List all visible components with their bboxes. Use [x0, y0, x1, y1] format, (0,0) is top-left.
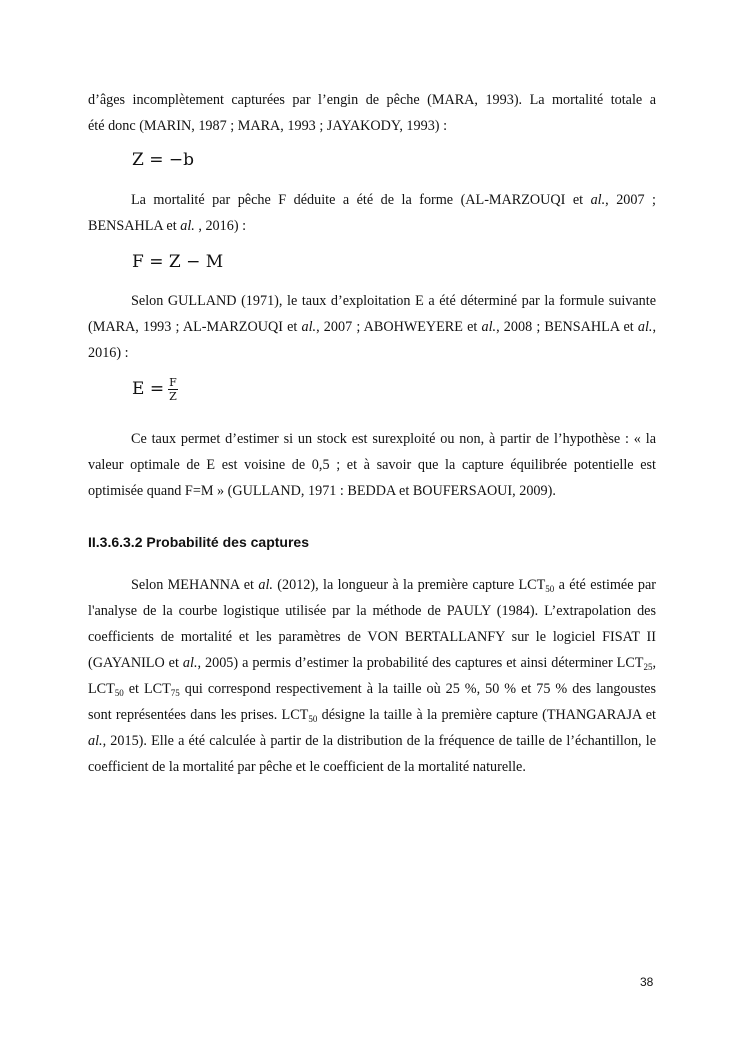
italic-run: al. — [258, 577, 273, 593]
text-run: , 2008 ; BENSAHLA et — [496, 319, 638, 335]
italic-run: al. — [88, 733, 103, 749]
paragraph-fishing-mortality — [88, 187, 656, 239]
equation-fishing-mortality: F = Z − M — [132, 252, 224, 272]
equation-exploitation-rate — [132, 376, 178, 403]
italic-run: al. — [637, 319, 653, 335]
text-run: , 2007 ; BENSAHLA et — [88, 192, 656, 234]
equation-total-mortality: Z = −b — [132, 150, 194, 170]
subscript: 75 — [170, 688, 180, 698]
subscript: 50 — [545, 584, 555, 594]
section-heading: II.3.6.3.2 Probabilité des captures — [88, 534, 309, 550]
text-run: , 2015). Elle a été calculée à partir de la distribution de la fréquence de taille de l’échantillon, le coefficient de la mortalité par pêche et le coefficient de la mortalité naturelle. — [88, 733, 656, 775]
text-run: Selon GULLAND (1971), le taux d’exploitation E a été déterminé par la formule suivante (MARA, 1993 ; AL-MARZOUQI et — [88, 293, 656, 335]
equation-lhs: E = — [132, 379, 165, 399]
fraction-denominator: Z — [169, 390, 177, 403]
text-run: , 2016) : — [88, 319, 656, 361]
subscript: 50 — [114, 688, 124, 698]
paragraph-exploitation-rate — [88, 288, 656, 366]
text-run: La mortalité par pêche F déduite a été de la forme (AL-MARZOUQI et — [131, 192, 591, 208]
italic-run: al. — [180, 218, 195, 234]
subscript: 50 — [308, 714, 318, 724]
text-run: a été estimée par l'analyse de la courbe logistique utilisée par la méthode de PAULY (1984). L’extrapolation des coefficients de mortalité et les paramètres de VON BERTALLANFY sur le logiciel FISAT II (GAYANILO et — [88, 577, 656, 671]
page-number: 38 — [640, 975, 654, 989]
text-run: et LCT — [123, 681, 171, 697]
text-run: , 2016) : — [194, 218, 247, 234]
subscript: 25 — [643, 662, 653, 672]
fraction-numerator: F — [169, 376, 177, 389]
paragraph-capture-probability — [88, 572, 656, 780]
text-line: été donc (MARIN, 1987 ; MARA, 1993 ; JAYAKODY, 1993) : — [88, 118, 448, 134]
fraction — [168, 376, 178, 403]
italic-run: al. — [481, 319, 497, 335]
paragraph-hypothesis: Ce taux permet d’estimer si un stock est surexploité ou non, à partir de l’hypothèse : « la valeur optimale de E est voisine de 0,5 ; et à savoir que la capture équilibrée potentielle est optimisée quand F=M » (GULLAND, 1971 : BEDDA et BOUFERSAOUI, 2009). — [88, 431, 656, 499]
paragraph-total-mortality — [88, 87, 656, 139]
text-run: , 2005) a permis d’estimer la probabilité des captures et ainsi déterminer LCT — [197, 655, 644, 671]
text-run: (2012), la longueur à la première capture LCT — [272, 577, 546, 593]
text-line: d’âges incomplètement capturées par l’engin de pêche (MARA, 1993). La mortalité totale a — [88, 92, 656, 108]
italic-run: al. — [182, 655, 198, 671]
text-run: , 2007 ; ABOHWEYERE et — [316, 319, 482, 335]
italic-run: al. — [590, 192, 606, 208]
text-run: , LCT — [88, 655, 657, 697]
italic-run: al. — [301, 319, 317, 335]
text-run: qui correspond respectivement à la taille où 25 %, 50 % et 75 % des langoustes sont représentées dans les prises. LCT — [88, 681, 656, 723]
text-run: désigne la taille à la première capture (THANGARAJA et — [317, 707, 656, 723]
text-run: Selon MEHANNA et — [131, 577, 259, 593]
